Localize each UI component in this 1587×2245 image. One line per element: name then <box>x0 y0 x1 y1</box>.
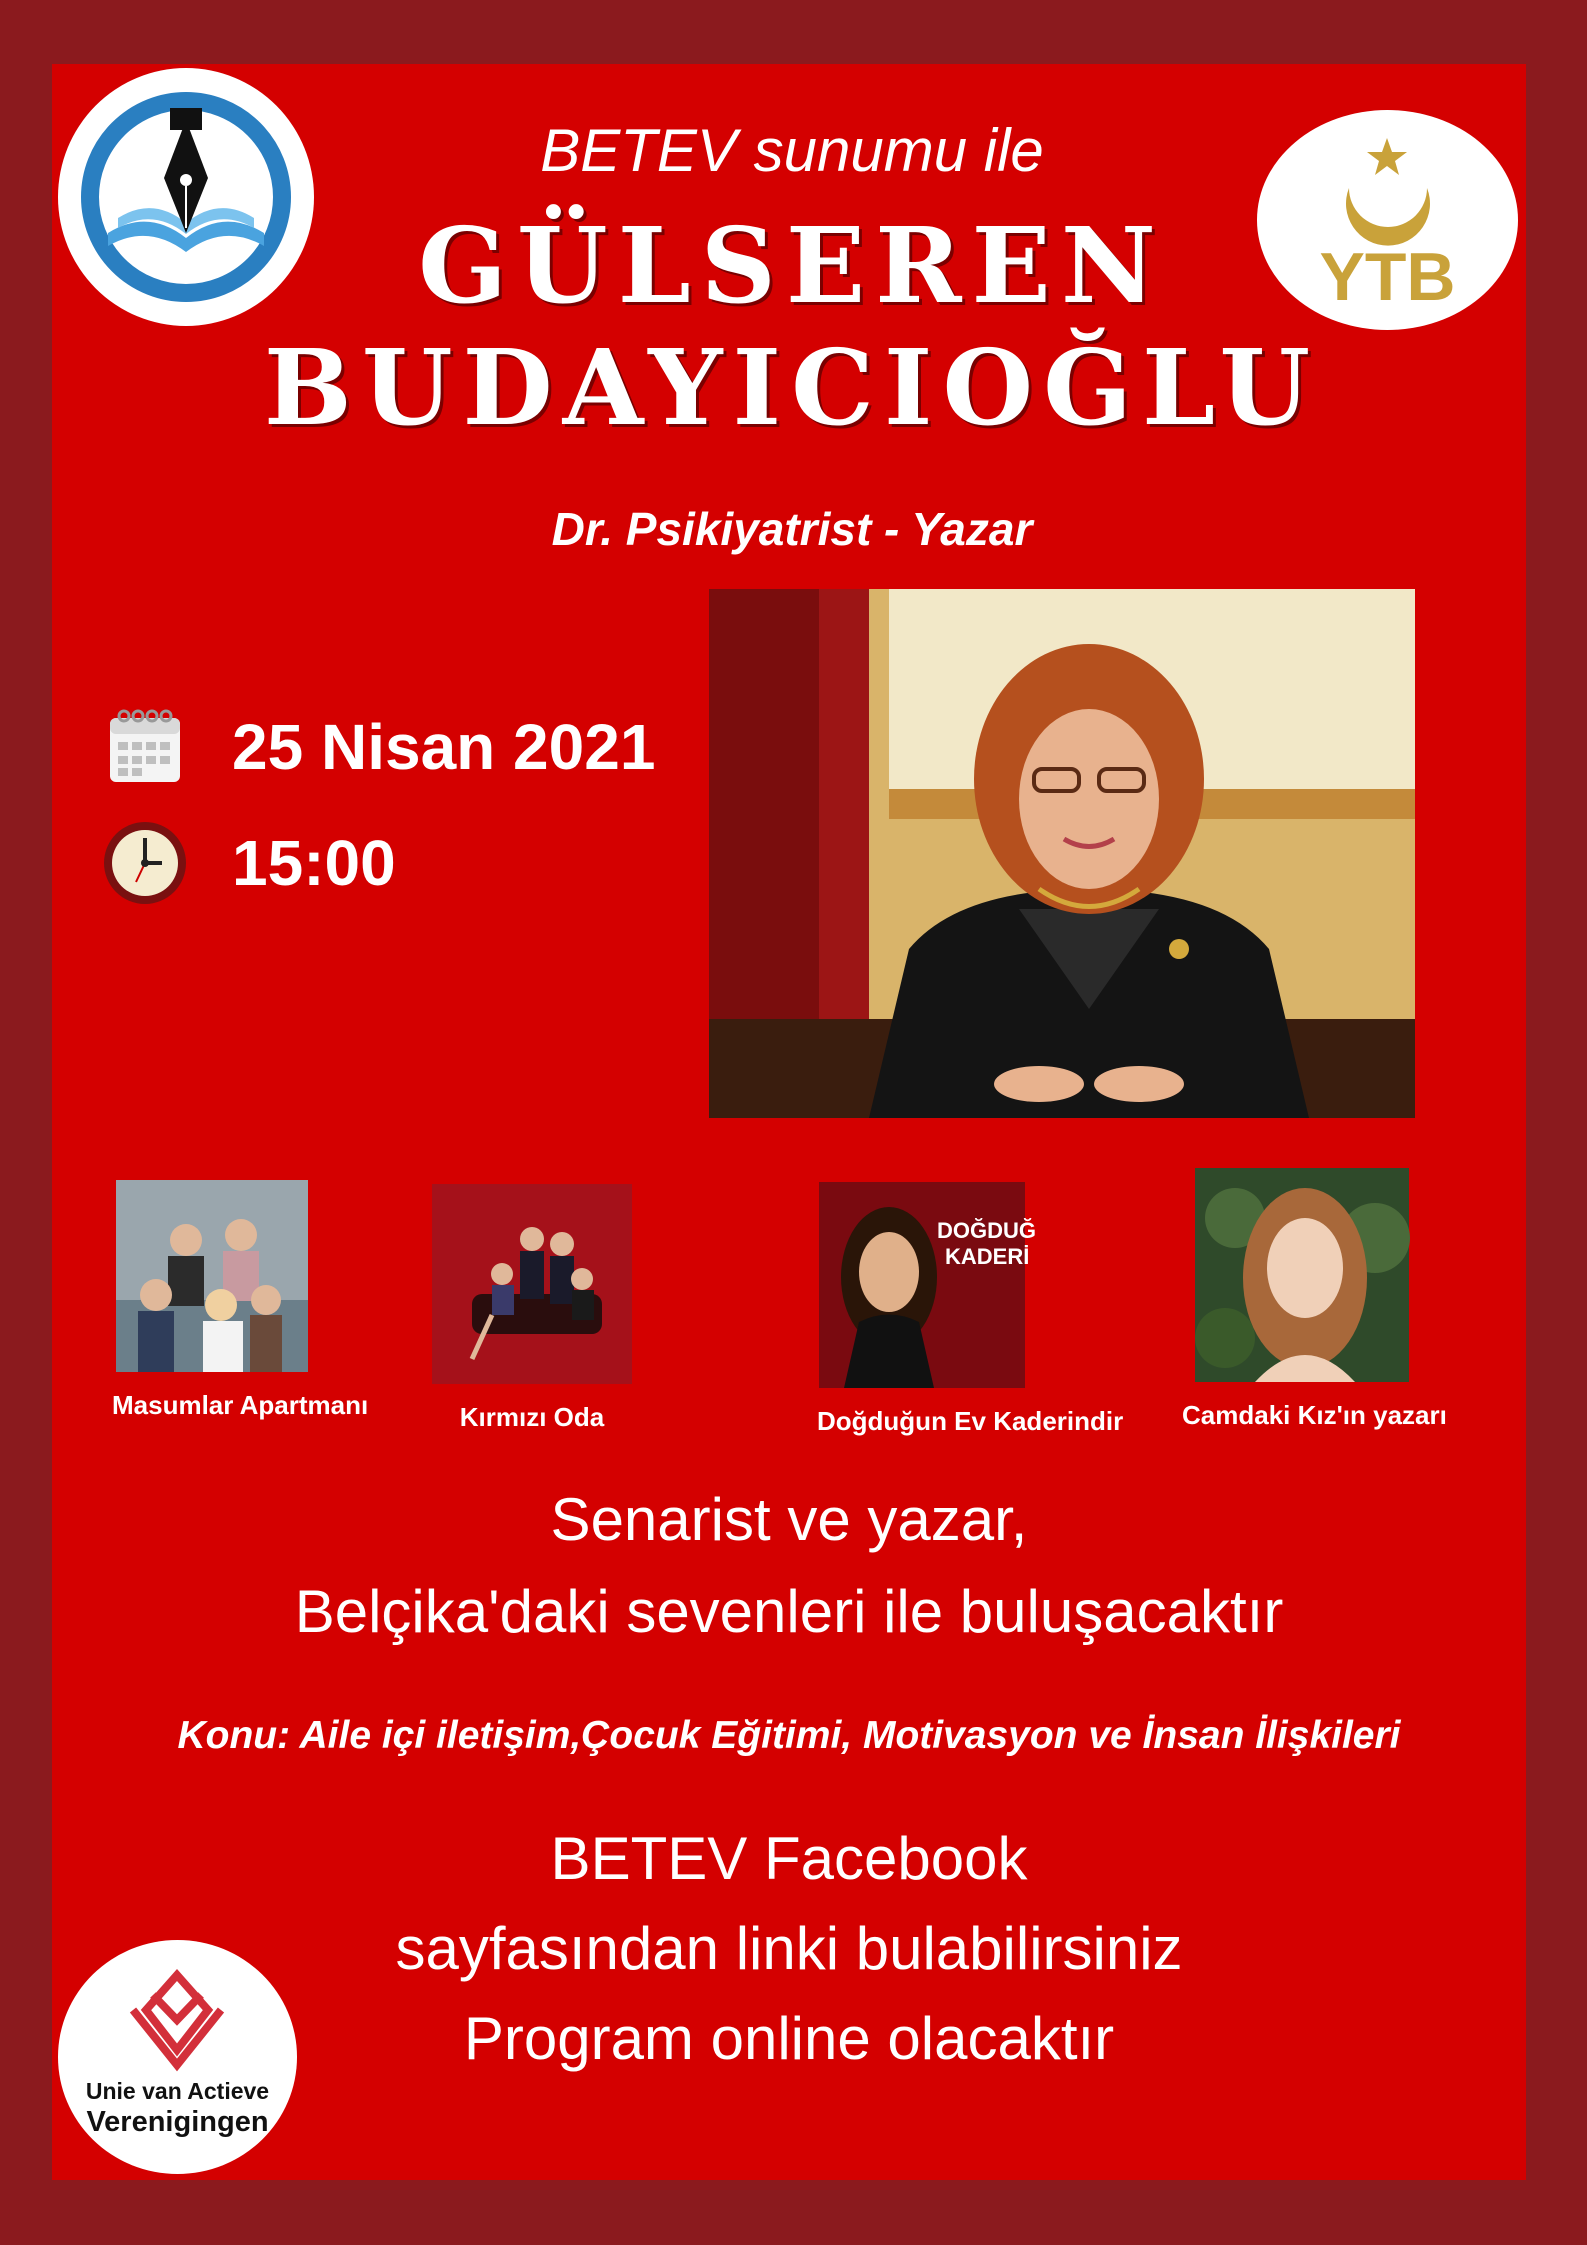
closing-line3: Program online olacaktır <box>463 2005 1115 2072</box>
poster-title-line2: KADERİ <box>945 1244 1030 1269</box>
show-caption: Camdaki Kız'ın yazarı <box>1182 1400 1447 1430</box>
show-image <box>432 1184 632 1384</box>
speaker-first-name: GÜLSEREN <box>418 204 1166 327</box>
poster-title-line1: DOĞDUĞ <box>937 1218 1036 1243</box>
calendar-icon <box>102 704 188 790</box>
speaker-photo <box>709 589 1415 1118</box>
ytb-logo-text: YTB <box>1319 239 1456 315</box>
show-caption: Masumlar Apartmanı <box>112 1390 369 1420</box>
event-time: 15:00 <box>232 827 396 899</box>
show-image <box>116 1180 308 1372</box>
event-topic: Konu: Aile içi iletişim,Çocuk Eğitimi, Motivasyon ve İnsan İlişkileri <box>177 1714 1401 1757</box>
message-line1: Senarist ve yazar, <box>550 1486 1028 1553</box>
event-time-row <box>102 820 396 906</box>
show-caption: Doğduğun Ev Kaderindir <box>817 1406 1124 1436</box>
unie-logo-line1: Unie van Actieve <box>85 2078 270 2104</box>
closing-line2: sayfasından linki bulabilirsiniz <box>395 1915 1183 1982</box>
show-caption: Kırmızı Oda <box>459 1402 605 1432</box>
show-image <box>1195 1168 1409 1382</box>
event-date: 25 Nisan 2021 <box>232 711 656 783</box>
show-image <box>819 1182 1036 1388</box>
clock-icon <box>102 820 188 906</box>
unie-logo-line2: Verenigingen <box>86 2106 269 2138</box>
show-item-masumlar <box>112 1180 369 1421</box>
speaker-last-name: BUDAYICIOĞLU <box>263 326 1321 449</box>
event-date-row <box>102 704 655 790</box>
closing-line1: BETEV Facebook <box>550 1825 1028 1892</box>
show-item-dogdugun-ev <box>817 1182 1124 1437</box>
event-poster <box>52 64 1526 2180</box>
speaker-profession: Dr. Psikiyatrist - Yazar <box>551 503 1033 555</box>
message-line2: Belçika'daki sevenleri ile buluşacaktır <box>294 1578 1284 1645</box>
presenter-subtitle: BETEV sunumu ile <box>540 117 1044 184</box>
show-item-camdaki-kiz <box>1182 1168 1447 1431</box>
show-item-kirmizi-oda <box>432 1184 632 1433</box>
